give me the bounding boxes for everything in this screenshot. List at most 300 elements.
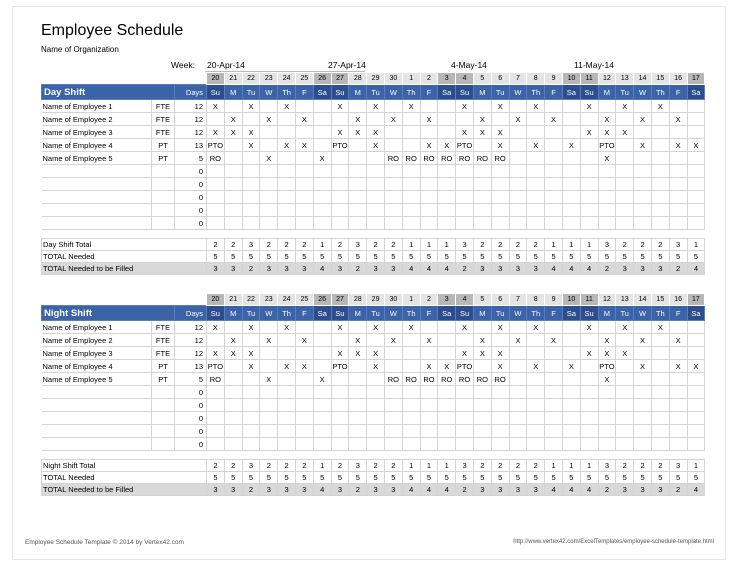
schedule-cell[interactable]: PTO (207, 361, 224, 371)
total-needed-row-value[interactable]: 5 (242, 251, 260, 263)
schedule-cell[interactable] (651, 360, 669, 373)
schedule-cell[interactable] (669, 399, 687, 412)
schedule-cell[interactable] (349, 399, 367, 412)
schedule-cell[interactable] (349, 217, 367, 230)
employee-name[interactable]: Name of Employee 2 (42, 113, 152, 126)
schedule-cell[interactable] (278, 217, 296, 230)
total-needed-row-value[interactable]: 5 (207, 251, 225, 263)
schedule-cell[interactable] (580, 204, 598, 217)
employee-type[interactable]: FTE (152, 126, 175, 139)
schedule-cell[interactable] (295, 412, 313, 425)
schedule-cell[interactable] (367, 152, 385, 165)
schedule-cell[interactable] (473, 217, 491, 230)
schedule-cell[interactable] (420, 438, 438, 451)
schedule-cell[interactable] (438, 438, 456, 451)
schedule-cell[interactable] (687, 373, 705, 386)
schedule-cell[interactable] (634, 412, 652, 425)
schedule-cell[interactable] (634, 204, 652, 217)
schedule-cell[interactable]: X (456, 321, 474, 334)
schedule-cell[interactable]: X (224, 113, 242, 126)
schedule-cell[interactable] (687, 165, 705, 178)
week-start-input[interactable]: 20-Apr-14 (207, 60, 245, 70)
schedule-cell[interactable]: RO (207, 152, 225, 165)
employee-name[interactable]: Name of Employee 5 (42, 152, 152, 165)
schedule-cell[interactable]: X (527, 100, 545, 113)
schedule-cell[interactable] (260, 165, 278, 178)
schedule-cell[interactable] (580, 165, 598, 178)
employee-type[interactable] (152, 178, 175, 191)
schedule-cell[interactable]: X (545, 113, 563, 126)
total-needed-row-value[interactable]: 5 (438, 472, 456, 484)
schedule-cell[interactable] (598, 386, 616, 399)
schedule-cell[interactable]: X (420, 139, 438, 152)
schedule-cell[interactable]: X (349, 347, 367, 360)
total-needed-row-value[interactable]: 5 (295, 251, 313, 263)
schedule-cell[interactable] (260, 139, 278, 152)
schedule-cell[interactable] (598, 204, 616, 217)
schedule-cell[interactable] (278, 399, 296, 412)
schedule-cell[interactable] (545, 139, 563, 152)
schedule-cell[interactable] (278, 152, 296, 165)
schedule-cell[interactable]: X (367, 100, 385, 113)
schedule-cell[interactable] (651, 425, 669, 438)
total-needed-row-value[interactable]: 5 (456, 251, 474, 263)
schedule-cell[interactable] (313, 191, 331, 204)
schedule-cell[interactable] (260, 100, 278, 113)
schedule-cell[interactable] (616, 334, 634, 347)
employee-type[interactable] (152, 386, 175, 399)
total-needed-row-value[interactable]: 5 (367, 472, 385, 484)
schedule-cell[interactable] (207, 438, 225, 451)
schedule-cell[interactable] (634, 321, 652, 334)
schedule-cell[interactable] (438, 100, 456, 113)
schedule-cell[interactable] (545, 386, 563, 399)
schedule-cell[interactable]: X (331, 126, 349, 139)
employee-name[interactable] (42, 412, 152, 425)
schedule-cell[interactable] (456, 412, 474, 425)
schedule-cell[interactable] (491, 412, 509, 425)
schedule-cell[interactable]: PTO (207, 140, 224, 150)
schedule-cell[interactable] (260, 386, 278, 399)
schedule-cell[interactable] (402, 347, 420, 360)
schedule-cell[interactable] (278, 386, 296, 399)
schedule-cell[interactable] (349, 373, 367, 386)
schedule-cell[interactable]: RO (384, 373, 402, 386)
employee-type[interactable] (152, 217, 175, 230)
schedule-cell[interactable] (598, 191, 616, 204)
schedule-cell[interactable]: X (313, 373, 331, 386)
schedule-cell[interactable]: X (242, 100, 260, 113)
schedule-cell[interactable] (509, 412, 527, 425)
schedule-cell[interactable]: X (598, 347, 616, 360)
total-needed-row-value[interactable]: 5 (580, 472, 598, 484)
schedule-cell[interactable]: X (491, 100, 509, 113)
schedule-cell[interactable] (295, 347, 313, 360)
employee-type[interactable] (152, 191, 175, 204)
schedule-cell[interactable] (545, 178, 563, 191)
schedule-cell[interactable] (438, 126, 456, 139)
schedule-cell[interactable]: X (295, 334, 313, 347)
schedule-cell[interactable] (562, 217, 580, 230)
schedule-cell[interactable] (473, 438, 491, 451)
total-needed-row-value[interactable]: 5 (616, 472, 634, 484)
schedule-cell[interactable] (224, 399, 242, 412)
schedule-cell[interactable] (331, 373, 349, 386)
schedule-cell[interactable] (634, 165, 652, 178)
schedule-cell[interactable]: X (438, 360, 456, 373)
schedule-cell[interactable] (456, 399, 474, 412)
schedule-cell[interactable] (651, 178, 669, 191)
schedule-cell[interactable] (224, 152, 242, 165)
schedule-cell[interactable]: X (580, 126, 598, 139)
schedule-cell[interactable] (224, 412, 242, 425)
schedule-cell[interactable] (669, 217, 687, 230)
schedule-cell[interactable] (509, 347, 527, 360)
total-needed-row-value[interactable]: 5 (384, 251, 402, 263)
schedule-cell[interactable] (634, 217, 652, 230)
schedule-cell[interactable] (616, 386, 634, 399)
schedule-cell[interactable] (491, 217, 509, 230)
schedule-cell[interactable] (491, 204, 509, 217)
schedule-cell[interactable] (616, 165, 634, 178)
schedule-cell[interactable] (313, 113, 331, 126)
schedule-cell[interactable]: X (509, 113, 527, 126)
schedule-cell[interactable] (349, 386, 367, 399)
total-needed-row-value[interactable]: 5 (367, 251, 385, 263)
schedule-cell[interactable] (349, 139, 367, 152)
schedule-cell[interactable] (420, 425, 438, 438)
schedule-cell[interactable] (651, 139, 669, 152)
schedule-cell[interactable] (509, 360, 527, 373)
schedule-cell[interactable] (651, 204, 669, 217)
total-needed-row-value[interactable]: 5 (384, 472, 402, 484)
schedule-cell[interactable] (349, 438, 367, 451)
schedule-cell[interactable] (224, 386, 242, 399)
schedule-cell[interactable] (509, 386, 527, 399)
schedule-cell[interactable]: RO (420, 373, 438, 386)
schedule-cell[interactable]: RO (438, 373, 456, 386)
schedule-cell[interactable]: X (580, 100, 598, 113)
schedule-cell[interactable] (616, 217, 634, 230)
schedule-cell[interactable] (669, 165, 687, 178)
schedule-cell[interactable] (491, 425, 509, 438)
schedule-cell[interactable] (384, 126, 402, 139)
schedule-cell[interactable]: X (438, 139, 456, 152)
schedule-cell[interactable] (509, 178, 527, 191)
schedule-cell[interactable] (384, 178, 402, 191)
schedule-cell[interactable] (687, 386, 705, 399)
schedule-cell[interactable] (260, 126, 278, 139)
schedule-cell[interactable] (473, 178, 491, 191)
schedule-cell[interactable]: X (260, 373, 278, 386)
schedule-cell[interactable] (313, 100, 331, 113)
schedule-cell[interactable]: X (242, 126, 260, 139)
schedule-cell[interactable]: X (224, 334, 242, 347)
schedule-cell[interactable]: PTO (332, 140, 348, 150)
schedule-cell[interactable] (367, 165, 385, 178)
schedule-cell[interactable] (634, 399, 652, 412)
total-needed-row-value[interactable]: 5 (509, 251, 527, 263)
schedule-cell[interactable] (509, 152, 527, 165)
schedule-cell[interactable] (634, 347, 652, 360)
schedule-cell[interactable] (669, 347, 687, 360)
schedule-cell[interactable] (438, 321, 456, 334)
schedule-cell[interactable] (224, 321, 242, 334)
schedule-cell[interactable] (295, 399, 313, 412)
schedule-cell[interactable] (669, 204, 687, 217)
employee-name[interactable] (42, 425, 152, 438)
schedule-cell[interactable]: PTO (599, 361, 615, 371)
schedule-cell[interactable] (384, 425, 402, 438)
total-needed-row-value[interactable]: 5 (313, 251, 331, 263)
schedule-cell[interactable]: X (331, 100, 349, 113)
schedule-cell[interactable] (367, 438, 385, 451)
schedule-cell[interactable] (580, 152, 598, 165)
schedule-cell[interactable]: X (491, 347, 509, 360)
schedule-cell[interactable]: X (669, 334, 687, 347)
schedule-cell[interactable] (242, 399, 260, 412)
schedule-cell[interactable] (580, 360, 598, 373)
schedule-cell[interactable] (402, 438, 420, 451)
schedule-cell[interactable] (687, 191, 705, 204)
schedule-cell[interactable] (509, 100, 527, 113)
schedule-cell[interactable] (616, 178, 634, 191)
schedule-cell[interactable]: X (224, 126, 242, 139)
schedule-cell[interactable] (651, 386, 669, 399)
schedule-cell[interactable]: X (491, 321, 509, 334)
schedule-cell[interactable] (420, 165, 438, 178)
schedule-cell[interactable] (580, 139, 598, 152)
schedule-cell[interactable] (295, 425, 313, 438)
schedule-cell[interactable] (224, 165, 242, 178)
schedule-cell[interactable]: X (456, 347, 474, 360)
schedule-cell[interactable] (260, 360, 278, 373)
schedule-cell[interactable] (331, 217, 349, 230)
total-needed-row-value[interactable]: 5 (527, 472, 545, 484)
schedule-cell[interactable] (562, 373, 580, 386)
schedule-cell[interactable] (669, 152, 687, 165)
schedule-cell[interactable] (295, 126, 313, 139)
schedule-cell[interactable] (349, 360, 367, 373)
schedule-cell[interactable]: X (527, 321, 545, 334)
schedule-cell[interactable]: RO (491, 152, 509, 165)
schedule-cell[interactable] (260, 412, 278, 425)
schedule-cell[interactable] (562, 321, 580, 334)
schedule-cell[interactable] (509, 373, 527, 386)
schedule-cell[interactable] (349, 178, 367, 191)
employee-name[interactable]: Name of Employee 2 (42, 334, 152, 347)
schedule-cell[interactable] (616, 360, 634, 373)
schedule-cell[interactable] (313, 347, 331, 360)
schedule-cell[interactable] (402, 399, 420, 412)
schedule-cell[interactable] (295, 152, 313, 165)
schedule-cell[interactable]: PTO (599, 140, 615, 150)
schedule-cell[interactable]: X (420, 113, 438, 126)
schedule-cell[interactable] (278, 334, 296, 347)
schedule-cell[interactable] (580, 412, 598, 425)
schedule-cell[interactable] (367, 113, 385, 126)
schedule-cell[interactable] (545, 321, 563, 334)
employee-type[interactable] (152, 412, 175, 425)
schedule-cell[interactable] (473, 204, 491, 217)
schedule-cell[interactable] (545, 100, 563, 113)
schedule-cell[interactable] (687, 412, 705, 425)
schedule-cell[interactable]: X (669, 113, 687, 126)
schedule-cell[interactable]: RO (456, 152, 474, 165)
schedule-cell[interactable] (331, 178, 349, 191)
schedule-cell[interactable]: X (669, 360, 687, 373)
schedule-cell[interactable] (616, 412, 634, 425)
schedule-cell[interactable] (651, 126, 669, 139)
organization-name[interactable]: Name of Organization (41, 45, 119, 54)
schedule-cell[interactable]: X (402, 100, 420, 113)
schedule-cell[interactable] (420, 386, 438, 399)
schedule-cell[interactable] (313, 204, 331, 217)
schedule-cell[interactable] (278, 126, 296, 139)
total-needed-row-value[interactable]: 5 (687, 251, 705, 263)
schedule-cell[interactable] (420, 204, 438, 217)
total-needed-row-value[interactable]: 5 (491, 472, 509, 484)
schedule-cell[interactable] (224, 373, 242, 386)
schedule-cell[interactable] (545, 191, 563, 204)
schedule-cell[interactable] (527, 178, 545, 191)
schedule-cell[interactable] (616, 438, 634, 451)
total-needed-row-value[interactable]: 5 (242, 472, 260, 484)
schedule-cell[interactable] (224, 204, 242, 217)
employee-name[interactable]: Name of Employee 4 (42, 360, 152, 373)
total-needed-row-value[interactable]: 5 (598, 472, 616, 484)
schedule-cell[interactable] (545, 438, 563, 451)
schedule-cell[interactable] (669, 438, 687, 451)
schedule-cell[interactable] (384, 165, 402, 178)
schedule-cell[interactable] (473, 139, 491, 152)
schedule-cell[interactable] (295, 373, 313, 386)
schedule-cell[interactable] (367, 204, 385, 217)
employee-name[interactable] (42, 386, 152, 399)
schedule-cell[interactable] (509, 139, 527, 152)
schedule-cell[interactable] (331, 438, 349, 451)
schedule-cell[interactable] (616, 425, 634, 438)
schedule-cell[interactable] (598, 217, 616, 230)
employee-type[interactable]: FTE (152, 321, 175, 334)
total-needed-row-value[interactable]: 5 (562, 472, 580, 484)
employee-name[interactable] (42, 165, 152, 178)
schedule-cell[interactable]: RO (420, 152, 438, 165)
employee-type[interactable]: FTE (152, 347, 175, 360)
schedule-cell[interactable]: X (598, 373, 616, 386)
schedule-cell[interactable] (456, 386, 474, 399)
schedule-cell[interactable] (384, 139, 402, 152)
schedule-cell[interactable]: X (207, 321, 225, 334)
schedule-cell[interactable] (331, 204, 349, 217)
schedule-cell[interactable] (438, 217, 456, 230)
employee-type[interactable]: PT (152, 152, 175, 165)
schedule-cell[interactable]: X (384, 334, 402, 347)
schedule-cell[interactable] (278, 438, 296, 451)
schedule-cell[interactable]: X (349, 126, 367, 139)
schedule-cell[interactable] (527, 204, 545, 217)
schedule-cell[interactable] (295, 321, 313, 334)
schedule-cell[interactable] (224, 425, 242, 438)
schedule-cell[interactable]: X (278, 100, 296, 113)
schedule-cell[interactable] (242, 438, 260, 451)
schedule-cell[interactable] (207, 165, 225, 178)
total-needed-row-value[interactable]: 5 (669, 251, 687, 263)
schedule-cell[interactable] (349, 321, 367, 334)
schedule-cell[interactable] (634, 425, 652, 438)
schedule-cell[interactable] (313, 438, 331, 451)
schedule-cell[interactable] (224, 217, 242, 230)
schedule-cell[interactable]: X (687, 139, 705, 152)
schedule-cell[interactable] (456, 334, 474, 347)
employee-name[interactable] (42, 191, 152, 204)
schedule-cell[interactable] (438, 178, 456, 191)
schedule-cell[interactable]: X (278, 360, 296, 373)
schedule-cell[interactable] (278, 412, 296, 425)
schedule-cell[interactable] (367, 399, 385, 412)
schedule-cell[interactable] (545, 217, 563, 230)
schedule-cell[interactable] (580, 113, 598, 126)
schedule-cell[interactable]: X (669, 139, 687, 152)
schedule-cell[interactable] (473, 399, 491, 412)
schedule-cell[interactable] (384, 204, 402, 217)
total-needed-row-value[interactable]: 5 (651, 472, 669, 484)
schedule-cell[interactable] (527, 373, 545, 386)
schedule-cell[interactable] (509, 438, 527, 451)
schedule-cell[interactable] (313, 360, 331, 373)
schedule-cell[interactable] (242, 412, 260, 425)
schedule-cell[interactable]: X (634, 113, 652, 126)
schedule-cell[interactable] (260, 191, 278, 204)
schedule-cell[interactable] (456, 165, 474, 178)
schedule-cell[interactable] (313, 178, 331, 191)
schedule-cell[interactable] (420, 126, 438, 139)
schedule-cell[interactable] (402, 178, 420, 191)
schedule-cell[interactable] (491, 438, 509, 451)
schedule-cell[interactable] (313, 386, 331, 399)
total-needed-row-value[interactable]: 5 (491, 251, 509, 263)
schedule-cell[interactable] (651, 165, 669, 178)
schedule-cell[interactable] (651, 152, 669, 165)
schedule-cell[interactable] (509, 191, 527, 204)
schedule-cell[interactable]: RO (438, 152, 456, 165)
schedule-cell[interactable]: X (295, 360, 313, 373)
schedule-cell[interactable] (278, 165, 296, 178)
schedule-cell[interactable] (242, 165, 260, 178)
schedule-cell[interactable] (473, 412, 491, 425)
schedule-cell[interactable] (402, 191, 420, 204)
schedule-cell[interactable] (509, 204, 527, 217)
schedule-cell[interactable] (473, 191, 491, 204)
schedule-cell[interactable] (402, 113, 420, 126)
schedule-cell[interactable] (438, 425, 456, 438)
schedule-cell[interactable] (562, 386, 580, 399)
schedule-cell[interactable] (634, 178, 652, 191)
schedule-cell[interactable] (295, 191, 313, 204)
schedule-cell[interactable] (295, 386, 313, 399)
schedule-cell[interactable] (562, 126, 580, 139)
schedule-cell[interactable] (616, 191, 634, 204)
schedule-cell[interactable] (634, 386, 652, 399)
schedule-cell[interactable]: X (509, 334, 527, 347)
schedule-cell[interactable] (402, 217, 420, 230)
schedule-cell[interactable]: X (242, 321, 260, 334)
schedule-cell[interactable]: X (598, 113, 616, 126)
schedule-cell[interactable] (687, 204, 705, 217)
schedule-cell[interactable]: X (278, 139, 296, 152)
schedule-cell[interactable] (438, 113, 456, 126)
schedule-cell[interactable] (651, 373, 669, 386)
